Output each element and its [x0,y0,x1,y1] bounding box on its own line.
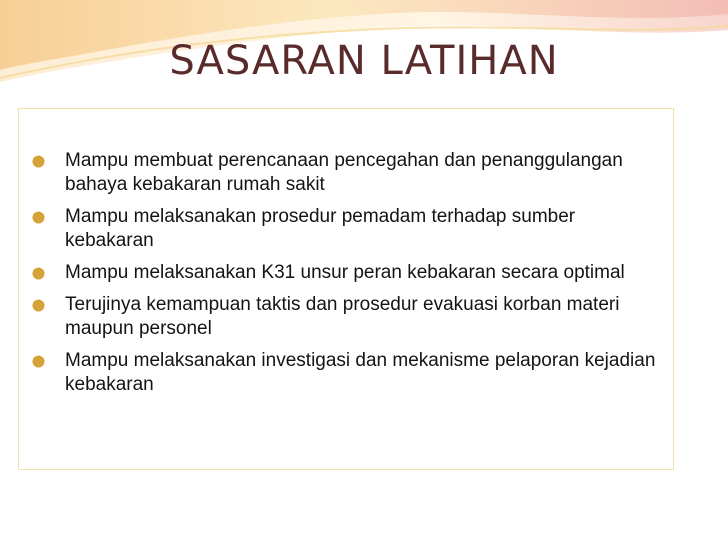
bullet-text: Mampu membuat perencanaan pencegahan dan penanggulangan bahaya kebakaran rumah sakit [65,150,623,195]
bullet-item [19,349,675,397]
bullet-item [19,205,675,253]
bullet-icon [32,211,45,224]
bullet-icon [32,267,45,280]
bullet-icon [32,155,45,168]
content-box [18,108,674,470]
bullet-text: Terujinya kemampuan taktis dan prosedur evakuasi korban materi maupun personel [65,294,620,339]
bullet-text: Mampu melaksanakan investigasi dan mekanisme pelaporan kejadian kebakaran [65,350,656,395]
bullet-item [19,261,675,285]
bullet-text: Mampu melaksanakan prosedur pemadam terhadap sumber kebakaran [65,206,576,251]
slide-title: SASARAN LATIHAN [169,38,559,84]
bullet-text: Mampu melaksanakan K31 unsur peran kebakaran secara optimal [65,262,625,283]
bullet-icon [32,299,45,312]
bullet-item [19,293,675,341]
bullet-icon [32,355,45,368]
bullet-list [19,149,675,405]
bullet-item [19,149,675,197]
